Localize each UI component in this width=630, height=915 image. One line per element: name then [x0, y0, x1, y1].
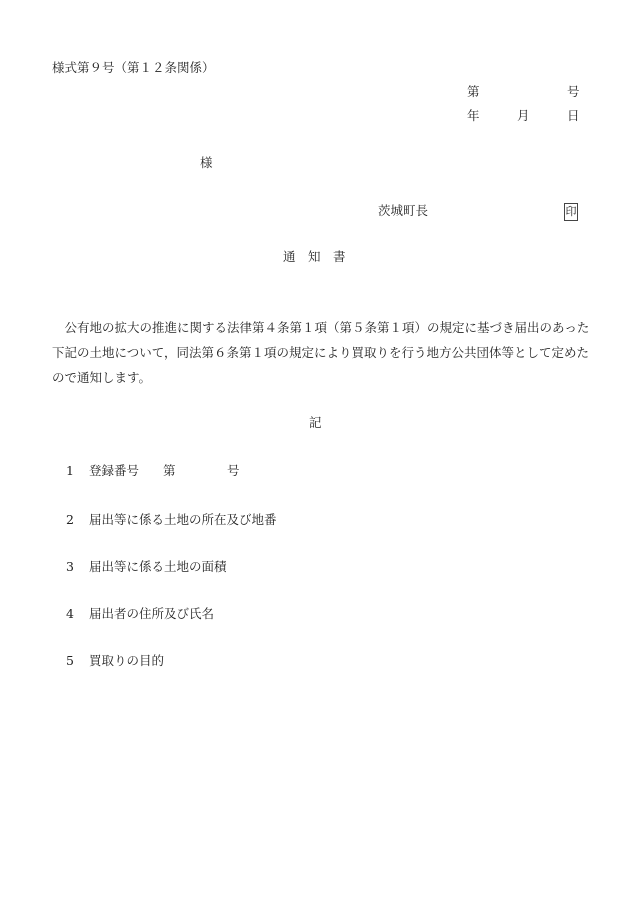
date-day: 日	[567, 108, 580, 123]
item-1-prefix: 第	[163, 463, 176, 478]
item-3-number: 3	[66, 559, 74, 574]
item-3-label: 届出等に係る土地の面積	[89, 559, 227, 574]
item-4-number: 4	[66, 606, 74, 621]
addressee-suffix: 様	[200, 155, 213, 170]
number-prefix: 第	[467, 84, 480, 99]
date-year: 年	[467, 108, 480, 123]
item-5-number: 5	[66, 653, 74, 668]
item-1-suffix: 号	[227, 463, 240, 478]
form-label: 様式第９号（第１２条関係）	[52, 60, 215, 75]
body-line-2: 下記の土地について，同法第６条第１項の規定により買取りを行う地方公共団体等として定めた	[52, 345, 590, 360]
seal-mark: 印	[564, 203, 578, 221]
date-month: 月	[517, 108, 530, 123]
sender: 茨城町長	[378, 203, 429, 218]
body-line-1: 公有地の拡大の推進に関する法律第４条第１項（第５条第１項）の規定に基づき届出のあった	[52, 320, 590, 335]
item-1-number: 1	[66, 463, 74, 478]
item-2-number: 2	[66, 512, 74, 527]
item-5-label: 買取りの目的	[89, 653, 165, 668]
body-line-3: ので通知します。	[52, 370, 152, 385]
item-2-label: 届出等に係る土地の所在及び地番	[89, 512, 277, 527]
item-1-label: 登録番号	[89, 463, 140, 478]
document-title: 通 知 書	[283, 249, 346, 264]
number-suffix: 号	[567, 84, 580, 99]
ki-heading: 記	[309, 415, 322, 430]
item-4-label: 届出者の住所及び氏名	[89, 606, 215, 621]
